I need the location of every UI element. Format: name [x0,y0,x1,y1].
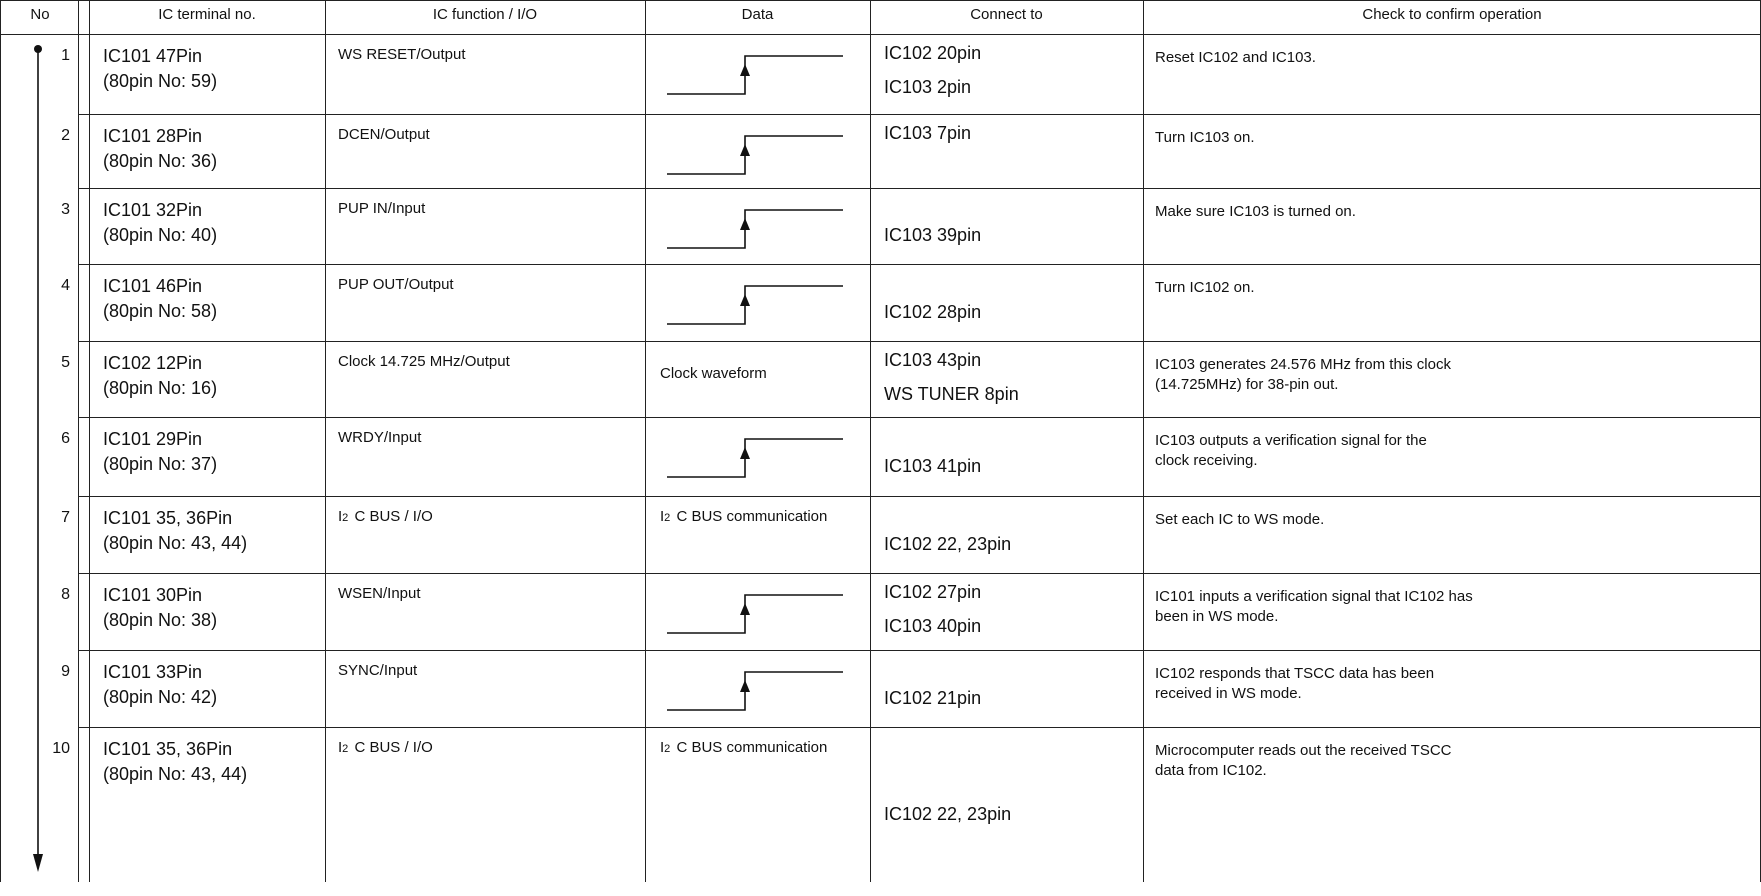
terminal-line2: (80pin No: 38) [103,610,218,630]
connect-line2: IC102 21pin [884,688,982,708]
connect-line1: IC103 43pin [884,350,982,370]
row-number: 6 [61,430,70,447]
terminal-line1: IC101 35, 36Pin [103,739,233,759]
row-number: 5 [61,354,70,371]
row-number: 8 [61,586,70,603]
function-label: SYNC/Input [338,662,418,679]
function-label: I2 C BUS / I/O [338,508,433,525]
check-text: IC103 outputs a verification signal for the clock receiving. [1155,432,1427,469]
connect-line2: WS TUNER 8pin [884,384,1019,404]
row-number: 9 [61,663,70,680]
terminal-line1: IC101 35, 36Pin [103,508,233,528]
data-label: I2 C BUS communication [660,739,828,756]
header-bottom-border [0,34,1761,35]
function-label: PUP OUT/Output [338,276,454,293]
terminal-line2: (80pin No: 37) [103,454,218,474]
column-divider [1143,0,1144,882]
check-text: Reset IC102 and IC103. [1155,49,1316,66]
terminal-line2: (80pin No: 36) [103,151,218,171]
terminal-line1: IC101 28Pin [103,126,203,146]
column-divider [870,0,871,882]
row-number: 2 [61,127,70,144]
terminal-line1: IC101 46Pin [103,276,203,296]
row-number: 4 [61,277,70,294]
function-label: I2 C BUS / I/O [338,739,433,756]
step-waveform [667,204,847,254]
no-column-divider [78,34,79,882]
row-divider [78,114,1761,115]
header-check: Check to confirm operation [1362,6,1542,23]
connect-line2: IC102 22, 23pin [884,804,1012,824]
check-text: Make sure IC103 is turned on. [1155,203,1356,220]
terminal-line2: (80pin No: 59) [103,71,218,91]
function-label: Clock 14.725 MHz/Output [338,353,510,370]
step-waveform [667,130,847,180]
row-number: 10 [52,740,70,757]
connect-line2: IC103 41pin [884,456,982,476]
function-label: WS RESET/Output [338,46,466,63]
check-text: Microcomputer reads out the received TSCC data from IC102. [1155,742,1452,779]
check-text: Turn IC103 on. [1155,129,1255,146]
row-divider [78,727,1761,728]
row-divider [78,417,1761,418]
row-divider [78,496,1761,497]
header-terminal: IC terminal no. [158,6,256,23]
table-top-border [0,0,1761,1]
terminal-line1: IC101 30Pin [103,585,203,605]
terminal-line1: IC101 32Pin [103,200,203,220]
check-text: IC101 inputs a verification signal that IC102 has been in WS mode. [1155,588,1473,625]
terminal-line2: (80pin No: 42) [103,687,218,707]
data-label: Clock waveform [660,365,767,382]
terminal-line1: IC101 47Pin [103,46,203,66]
row-number: 1 [61,47,70,64]
connect-line2: IC102 28pin [884,302,982,322]
terminal-line2: (80pin No: 58) [103,301,218,321]
check-text: Turn IC102 on. [1155,279,1255,296]
function-label: DCEN/Output [338,126,430,143]
header-data: Data [741,6,774,23]
row-divider [78,341,1761,342]
connect-line1: IC103 7pin [884,123,972,143]
terminal-line2: (80pin No: 16) [103,378,218,398]
terminal-line1: IC102 12Pin [103,353,203,373]
check-text: IC103 generates 24.576 MHz from this clock (14.725MHz) for 38-pin out. [1155,356,1451,393]
terminal-line2: (80pin No: 43, 44) [103,764,248,784]
connect-line1: IC102 27pin [884,582,982,602]
row-number: 7 [61,509,70,526]
connect-line2: IC103 2pin [884,77,972,97]
left-border-body [0,34,1,882]
step-waveform [667,50,847,100]
header-no: No [30,6,50,23]
step-waveform [667,433,847,483]
header-function: IC function / I/O [432,6,538,23]
terminal-line1: IC101 33Pin [103,662,203,682]
row-divider [78,264,1761,265]
row-divider [78,188,1761,189]
step-waveform [667,666,847,716]
terminal-line2: (80pin No: 40) [103,225,218,245]
connect-line2: IC103 39pin [884,225,982,245]
row-divider [78,650,1761,651]
connect-line2: IC103 40pin [884,616,982,636]
function-label: WSEN/Input [338,585,421,602]
connect-line1: IC102 20pin [884,43,982,63]
column-divider [325,0,326,882]
connect-line2: IC102 22, 23pin [884,534,1012,554]
function-label: PUP IN/Input [338,200,426,217]
step-waveform [667,280,847,330]
function-label: WRDY/Input [338,429,422,446]
terminal-line1: IC101 29Pin [103,429,203,449]
header-connect: Connect to [970,6,1043,23]
row-divider [78,573,1761,574]
check-text: IC102 responds that TSCC data has been received in WS mode. [1155,665,1435,702]
step-waveform [667,589,847,639]
column-divider [645,0,646,882]
column-divider [89,0,90,882]
terminal-line2: (80pin No: 43, 44) [103,533,248,553]
row-number: 3 [61,201,70,218]
data-label: I2 C BUS communication [660,508,828,525]
check-text: Set each IC to WS mode. [1155,511,1325,528]
sequence-arrow [24,36,54,896]
header-no-right [78,0,79,34]
